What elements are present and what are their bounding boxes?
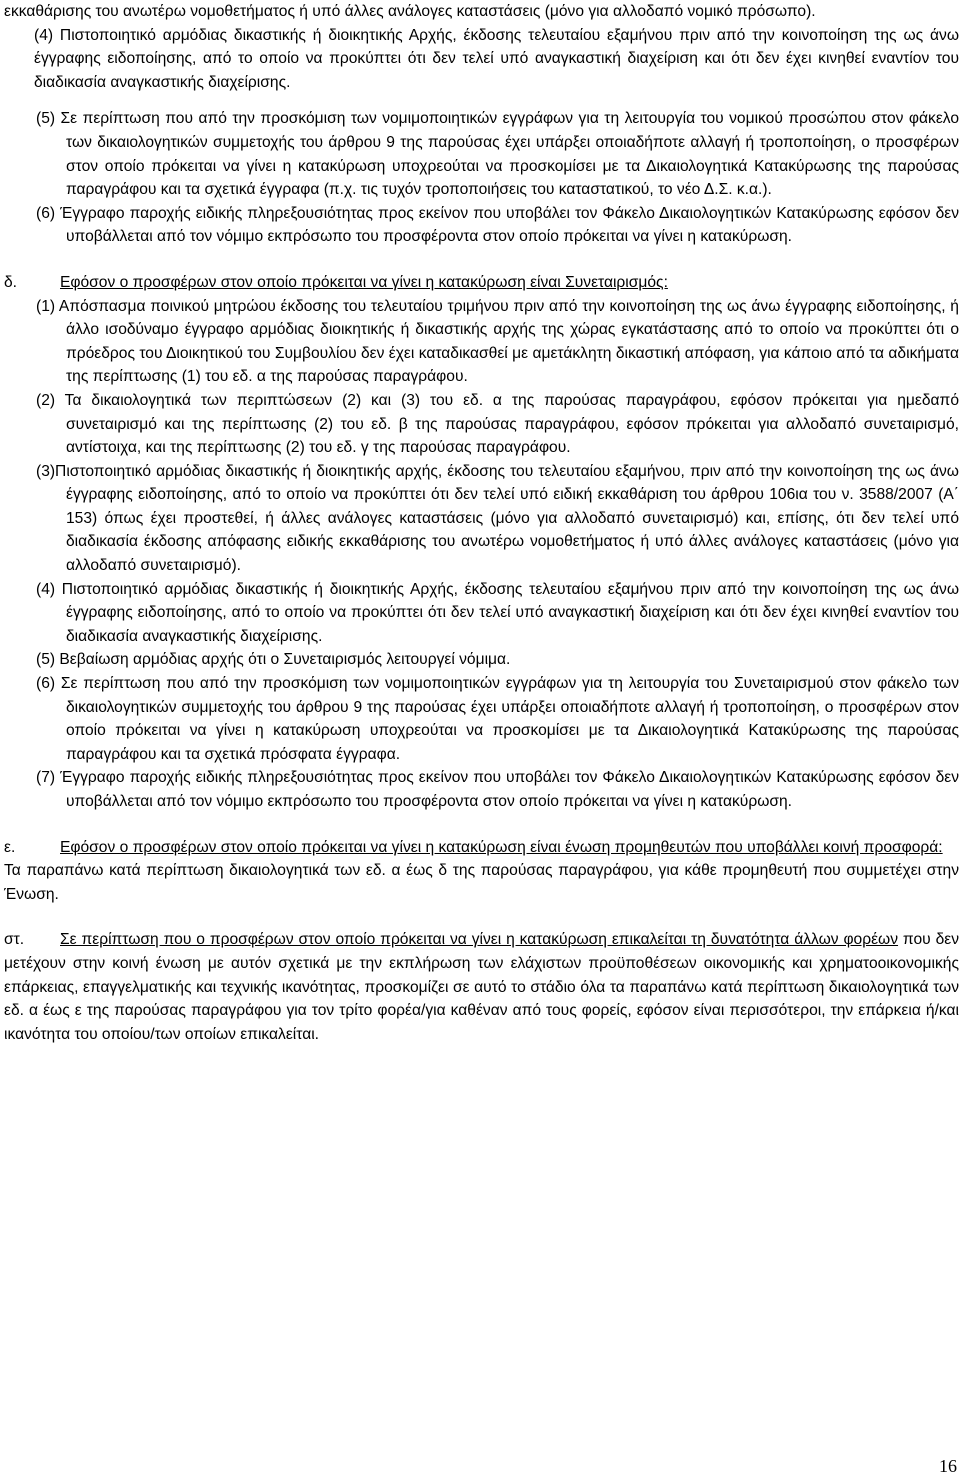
- section-st-body: που δεν μετέχουν στην κοινή ένωση με αυτόν σχετικά με την εκπλήρωση των ελάχιστων προϋποθέσεων οικονομικής και χρηματοοικονομικής επάρκειας, επαγγελματικής και τεχνικής ικανότητας, προσκομίζει σε αυτό το στάδιο όλα τα παραπάνω κατά περίπτωση δικαιολογητικά των εδ. α έως ε της παρούσας παραγράφου για τον τρίτο φορέα/για καθέναν από τους φορείς, εφόσον είναι περισσότεροι, την επάρκεια ή/και ικανότητα του οποίου/των οποίων επικαλείται.: [4, 931, 959, 1043]
- d-item-3: (3)Πιστοποιητικό αρμόδιας δικαστικής ή διοικητικής αρχής, έκδοσης του τελευταίου εξαμήνου, πριν από την κοινοποίηση της ως άνω έγγραφης ειδοποίησης, από το οποίο να προκύπτει ότι δεν τελεί υπό ειδική εκκαθάριση του άρθρου 106ια του ν. 3588/2007 (Α΄ 153) όπως έχει προστεθεί, ή άλλες ανάλογες καταστάσεις (μόνο για αλλοδαπό συνεταιρισμό) και, επίσης, ότι δεν τελεί υπό διαδικασία έκδοσης απόφασης ειδικής εκκαθάρισης του ανωτέρω νομοθετήματος ή υπό άλλες ανάλογες καταστάσεις (μόνο για αλλοδαπό συνεταιρισμό).: [36, 462, 959, 575]
- item-5: (5) Σε περίπτωση που από την προσκόμιση των νομιμοποιητικών εγγράφων για τη λειτουργία του νομικού προσώπου στον φάκελο των δικαιολογητικών συμμετοχής του άρθρου 9 της παρούσας έχει υπάρξει οποιαδήποτε αλλαγή ή τροποποίηση, ο προσφέρων στον οποίο πρόκειται να γίνει η κατακύρωση υποχρεούται να προσκομίσει με τα Δικαιολογητικά Κατακύρωσης της παρούσας παραγράφου και τα σχετικά έγγραφα (π.χ. τις τυχόν τροποποιήσεις του καταστατικού, το νέο Δ.Σ. κ.α.).: [36, 110, 959, 199]
- d-item-2: (2) Τα δικαιολογητικά των περιπτώσεων (2) και (3) του εδ. α της παρούσας παραγράφου, εφόσον πρόκειται για ημεδαπό συνεταιρισμό και της περίπτωσης (2) του εδ. β της παρούσας παραγράφου, εφόσον πρόκειται για αλλοδαπό συνεταιρισμό, αντίστοιχα, και της περίπτωσης (2) του εδ. γ της παρούσας παραγράφου.: [36, 391, 959, 457]
- section-st-label: στ.: [4, 931, 25, 949]
- continued-text: εκκαθάρισης του ανωτέρω νομοθετήματος ή υπό άλλες ανάλογες καταστάσεις (μόνο για αλλοδαπό νομικό πρόσωπο).: [4, 3, 816, 20]
- d-item-1: (1) Απόσπασμα ποινικού μητρώου έκδοσης του τελευταίου τριμήνου πριν από την κοινοποίηση της ως άνω έγγραφης ειδοποίησης, ή άλλο ισοδύναμο έγγραφο αρμόδιας διοικητικής ή δικαστικής αρχής της χώρας εγκατάστασης από το οποίο να προκύπτει ότι ο πρόεδρος του Διοικητικού του Συμβουλίου δεν έχει καταδικασθεί με αμετάκλητη δικαστική απόφαση, για κάποιο από τα αδικήματα της περίπτωσης (1) του εδ. α της παρούσας παραγράφου.: [36, 297, 959, 386]
- d-item-5: (5) Βεβαίωση αρμόδιας αρχής ότι ο Συνεταιρισμός λειτουργεί νόμιμα.: [36, 651, 511, 669]
- section-d-label: δ.: [4, 273, 18, 291]
- document-page: [4, 0, 959, 1046]
- item-4: (4) Πιστοποιητικό αρμόδιας δικαστικής ή διοικητικής Αρχής, έκδοσης τελευταίου εξαμήνου πριν από την κοινοποίηση της ως άνω έγγραφης ειδοποίησης, από το οποίο να προκύπτει ότι δεν τελεί υπό αναγκαστική διαχείριση και ότι δεν έχει κινηθεί εναντίον του διαδικασία αναγκαστικής διαχείρισης.: [34, 26, 959, 91]
- section-st-heading-text: Σε περίπτωση που ο προσφέρων στον οποίο πρόκειται να γίνει η κατακύρωση επικαλείται τη δυνατότητα άλλων φορέων: [60, 931, 899, 949]
- section-d-heading-text: Εφόσον ο προσφέρων στον οποίο πρόκειται να γίνει η κατακύρωση είναι Συνεταιρισμός:: [60, 273, 668, 291]
- section-d-heading: [4, 271, 959, 295]
- section-st-paragraph: [4, 928, 959, 1046]
- section-e-heading: [4, 836, 959, 860]
- item-6: (6) Έγγραφο παροχής ειδικής πληρεξουσιότητας προς εκείνον που υποβάλει τον Φάκελο Δικαιολογητικών Κατακύρωσης εφόσον δεν υποβάλλεται από τον νόμιμο εκπρόσωπο του προσφέροντα στον οποίο πρόκειται να γίνει η κατακύρωση.: [36, 204, 959, 246]
- page-number: 16: [939, 1456, 957, 1476]
- section-e-heading-text: Εφόσον ο προσφέρων στον οποίο πρόκειται να γίνει η κατακύρωση είναι ένωση προμηθευτών που υποβάλλει κοινή προσφορά:: [60, 838, 943, 856]
- d-item-6: (6) Σε περίπτωση που από την προσκόμιση των νομιμοποιητικών εγγράφων για τη λειτουργία του Συνεταιρισμού στον φάκελο των δικαιολογητικών συμμετοχής του άρθρου 9 της παρούσας έχει υπάρξει οποιαδήποτε αλλαγή ή τροποποίηση, ο προσφέρων στον οποίο πρόκειται να γίνει η κατακύρωση υποχρεούται να προσκομίσει με τα Δικαιολογητικά Κατακύρωσης της παρούσας παραγράφου και τα σχετικά πρόσφατα έγγραφα.: [36, 675, 959, 763]
- d-item-4: (4) Πιστοποιητικό αρμόδιας δικαστικής ή διοικητικής Αρχής, έκδοσης τελευταίου εξαμήνου πριν από την κοινοποίηση της ως άνω έγγραφης ειδοποίησης, από το οποίο να προκύπτει ότι δεν τελεί υπό αναγκαστική διαχείριση και ότι δεν έχει κινηθεί εναντίον του διαδικασία αναγκαστικής διαχείρισης.: [36, 580, 959, 645]
- section-e-label: ε.: [4, 838, 16, 856]
- section-e-body: Τα παραπάνω κατά περίπτωση δικαιολογητικά των εδ. α έως δ της παρούσας παραγράφου, για κάθε προμηθευτή που συμμετέχει στην Ένωση.: [4, 862, 959, 903]
- d-item-7: (7) Έγγραφο παροχής ειδικής πληρεξουσιότητας προς εκείνον που υποβάλει τον Φάκελο Δικαιολογητικών Κατακύρωσης εφόσον δεν υποβάλλεται από τον νόμιμο εκπρόσωπο του προσφέροντα στον οποίο πρόκειται να γίνει η κατακύρωση.: [36, 769, 959, 810]
